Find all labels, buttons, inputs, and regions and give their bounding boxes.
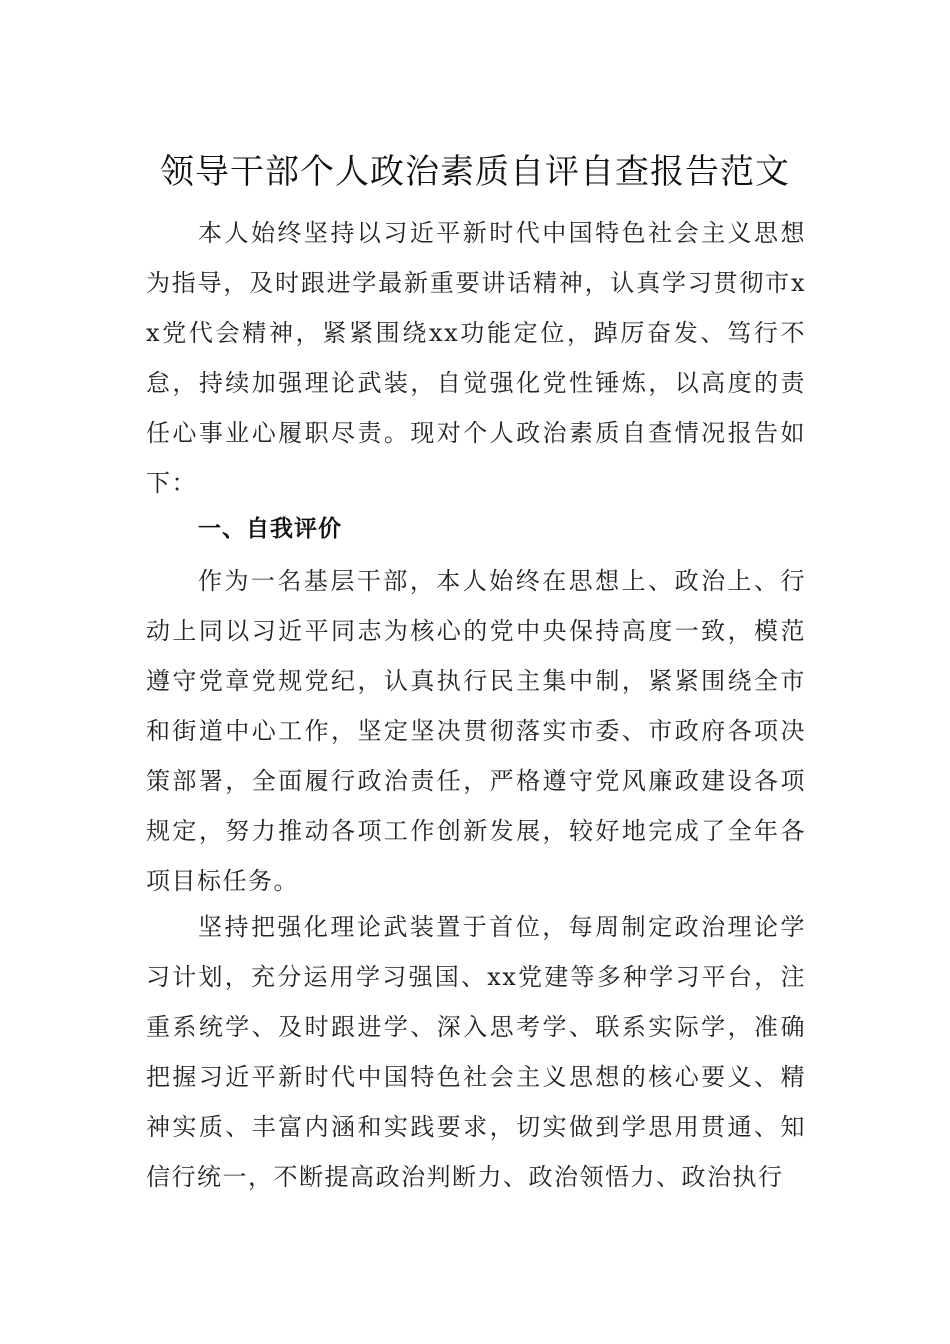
theory-study-paragraph: 坚持把强化理论武装置于首位，每周制定政治理论学习计划，充分运用学习强国、xx党建等多种学习平台，注重系统学、及时跟进学、深入思考学、联系实际学，准确把握习近平新时代中国特色社会主义思想的核心要义、精神实质、丰富内涵和实践要求，切实做到学思用贯通、知信行统一，不断提高政治判断力、政治领悟力、政治执行	[146, 913, 806, 1191]
document-title: 领导干部个人政治素质自评自查报告范文	[160, 152, 790, 192]
section-heading-self-evaluation: 一、自我评价	[198, 516, 342, 542]
intro-paragraph: 本人始终坚持以习近平新时代中国特色社会主义思想为指导，及时跟进学最新重要讲话精神，认真学习贯彻市xx党代会精神，紧紧围绕xx功能定位，踔厉奋发、笃行不怠，持续加强理论武装，自觉强化党性锤炼，以高度的责任心事业心履职尽责。现对个人政治素质自查情况报告如下：	[146, 219, 806, 497]
self-evaluation-paragraph: 作为一名基层干部，本人始终在思想上、政治上、行动上同以习近平同志为核心的党中央保持高度一致，模范遵守党章党规党纪，认真执行民主集中制，紧紧围绕全市和街道中心工作，坚定坚决贯彻落实市委、市政府各项决策部署，全面履行政治责任，严格遵守党风廉政建设各项规定，努力推动各项工作创新发展，较好地完成了全年各项目标任务。	[146, 567, 806, 895]
